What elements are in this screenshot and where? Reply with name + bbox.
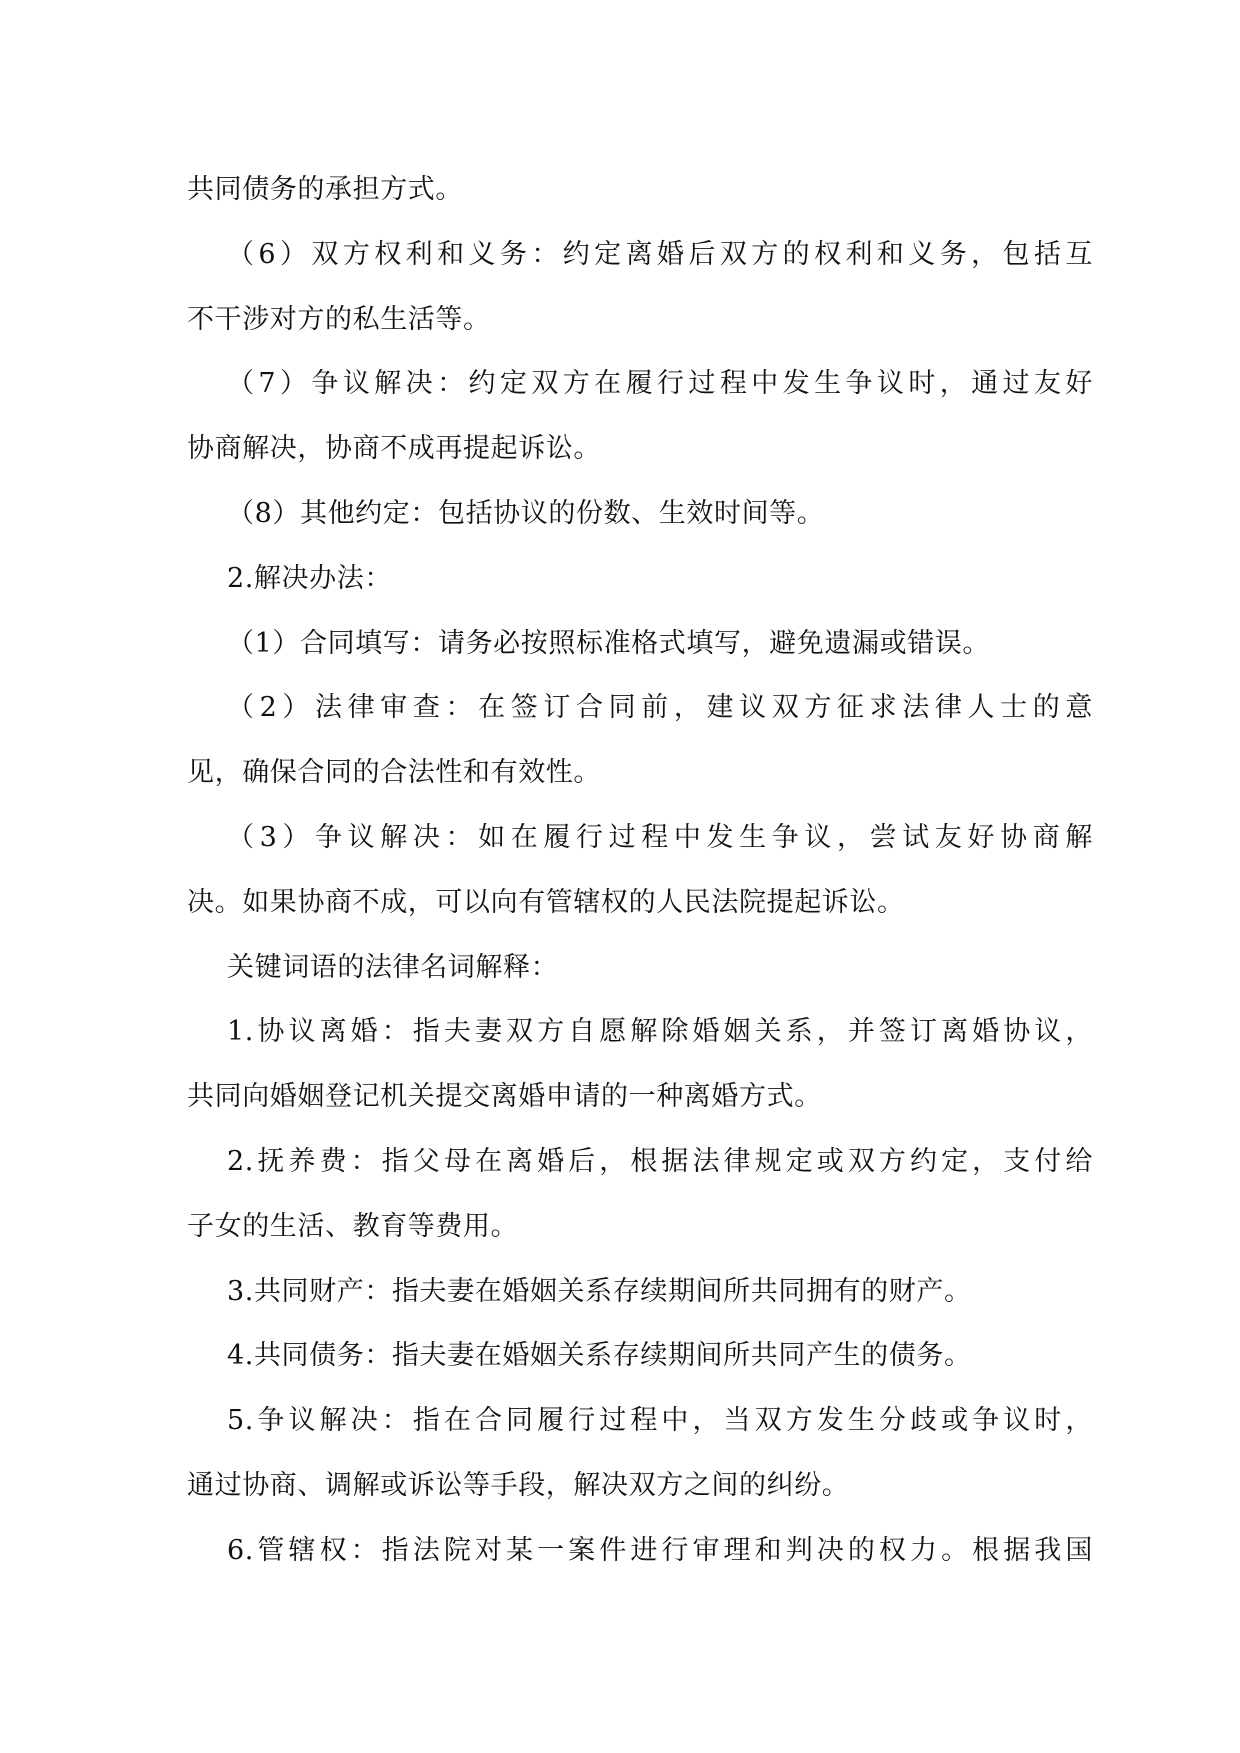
text-line: 决。如果协商不成，可以向有管辖权的人民法院提起诉讼。 [187,886,905,918]
text-line: （1）合同填写：请务必按照标准格式填写，避免遗漏或错误。 [227,627,990,659]
section-heading: 2.解决办法： [227,562,392,594]
text-line: 共同向婚姻登记机关提交离婚申请的一种离婚方式。 [187,1081,822,1113]
document-body [187,158,1093,1584]
text-line: （7）争议解决：约定双方在履行过程中发生争议时，通过友好 [227,368,1093,400]
text-line: 5.争议解决：指在合同履行过程中，当双方发生分歧或争议时， [227,1405,1093,1437]
text-line: 1.协议离婚：指夫妻双方自愿解除婚姻关系，并签订离婚协议， [227,1016,1093,1048]
section-heading: 关键词语的法律名词解释： [227,951,559,983]
text-line: 3.共同财产：指夫妻在婚姻关系存续期间所共同拥有的财产。 [227,1275,972,1307]
text-line: 共同债务的承担方式。 [187,174,463,205]
text-line: 4.共同债务：指夫妻在婚姻关系存续期间所共同产生的债务。 [227,1340,972,1372]
text-line: 6.管辖权：指法院对某一案件进行审理和判决的权力。根据我国 [227,1534,1093,1566]
text-line: 子女的生活、教育等费用。 [187,1210,519,1242]
text-line: （8）其他约定：包括协议的份数、生效时间等。 [227,497,825,529]
text-line: （2）法律审查：在签订合同前，建议双方征求法律人士的意 [227,692,1093,724]
text-line: 协商解决，协商不成再提起诉讼。 [187,433,601,465]
text-line: 不干涉对方的私生活等。 [187,303,491,335]
text-line: 通过协商、调解或诉讼等手段，解决双方之间的纠纷。 [187,1469,850,1501]
text-line: 见，确保合同的合法性和有效性。 [187,757,601,789]
text-line: （3）争议解决：如在履行过程中发生争议，尝试友好协商解 [227,821,1093,853]
text-line: 2.抚养费：指父母在离婚后，根据法律规定或双方约定，支付给 [227,1145,1093,1177]
text-line: （6）双方权利和义务：约定离婚后双方的权利和义务，包括互 [227,238,1093,270]
